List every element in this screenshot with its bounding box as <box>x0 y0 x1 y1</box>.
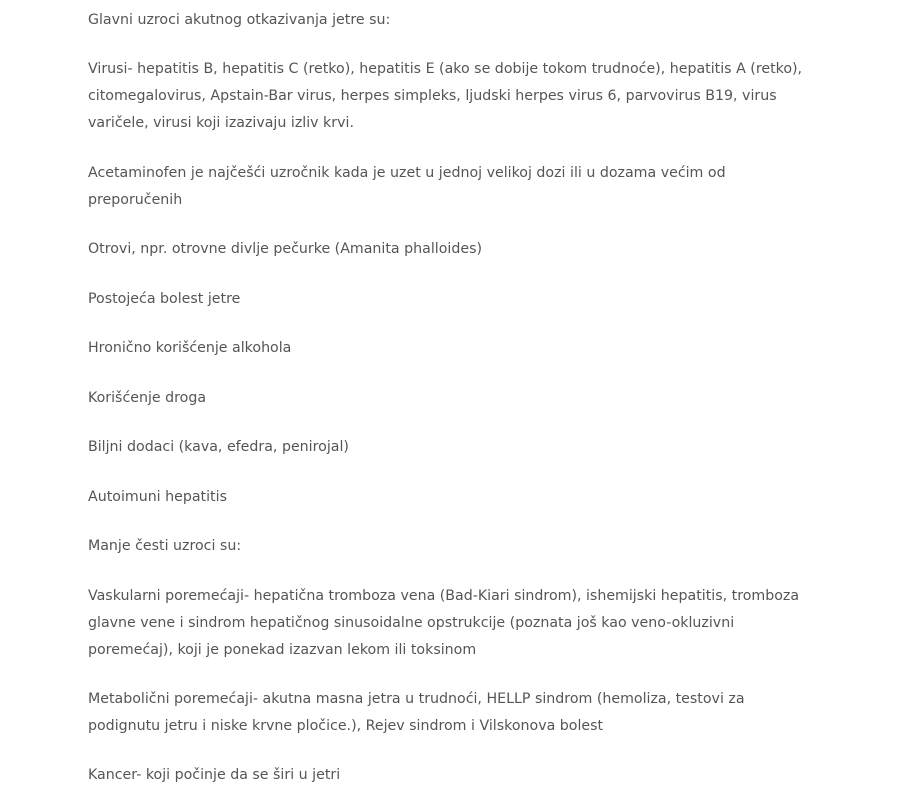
paragraph-vascular-disorders <box>88 583 858 664</box>
paragraph-chronic-alcohol <box>88 335 858 362</box>
text-line: Postojeća bolest jetre <box>88 291 241 307</box>
text-line: Biljni dodaci (kava, efedra, penirojal) <box>88 439 349 455</box>
text-line: citomegalovirus, Apstain-Bar virus, herpes simpleks, ljudski herpes virus 6, parvovirus B19, virus <box>88 88 777 104</box>
text-line: preporučenih <box>88 192 183 208</box>
paragraph-cancer <box>88 762 858 789</box>
text-line: poremećaj), koji je ponekad izazvan lekom ili toksinom <box>88 642 477 658</box>
text-line: varičele, virusi koji izazivaju izliv krvi. <box>88 115 354 131</box>
text-line: Hronično korišćenje alkohola <box>88 340 292 356</box>
text-line: Glavni uzroci akutnog otkazivanja jetre su: <box>88 12 391 28</box>
text-line: Korišćenje droga <box>88 390 207 406</box>
text-line: Vaskularni poremećaji- hepatična tromboza vena (Bad-Kiari sindrom), ishemijski hepatitis, tromboza <box>88 588 800 604</box>
text-line: Virusi- hepatitis B, hepatitis C (retko), hepatitis E (ako se dobije tokom trudnoće), hepatitis A (retko), <box>88 61 803 77</box>
text-line: Manje česti uzroci su: <box>88 538 242 554</box>
paragraph-viruses <box>88 56 858 137</box>
paragraph-autoimmune-hepatitis <box>88 484 858 511</box>
paragraph-acetaminophen <box>88 160 858 214</box>
text-line: glavne vene i sindrom hepatičnog sinusoidalne opstrukcije (poznata još kao veno-okluzivni <box>88 615 735 631</box>
paragraph-intro-less-common-causes <box>88 533 858 560</box>
paragraph-existing-liver-disease <box>88 286 858 313</box>
text-line: Autoimuni hepatitis <box>88 489 227 505</box>
text-line: Kancer- koji počinje da se širi u jetri <box>88 767 341 783</box>
paragraph-metabolic-disorders <box>88 686 858 740</box>
paragraph-poisons <box>88 236 858 263</box>
text-line: Metabolični poremećaji- akutna masna jetra u trudnoći, HELLP sindrom (hemoliza, testovi za <box>88 691 745 707</box>
text-line: podignutu jetru i niske krvne pločice.), Rejev sindrom i Vilskonova bolest <box>88 718 604 734</box>
paragraph-herbal-supplements <box>88 434 858 461</box>
paragraph-intro-main-causes <box>88 7 858 34</box>
paragraph-drug-use <box>88 385 858 412</box>
text-line: Otrovi, npr. otrovne divlje pečurke (Amanita phalloides) <box>88 241 482 257</box>
text-line: Acetaminofen je najčešći uzročnik kada je uzet u jednoj velikoj dozi ili u dozama većim od <box>88 165 726 181</box>
